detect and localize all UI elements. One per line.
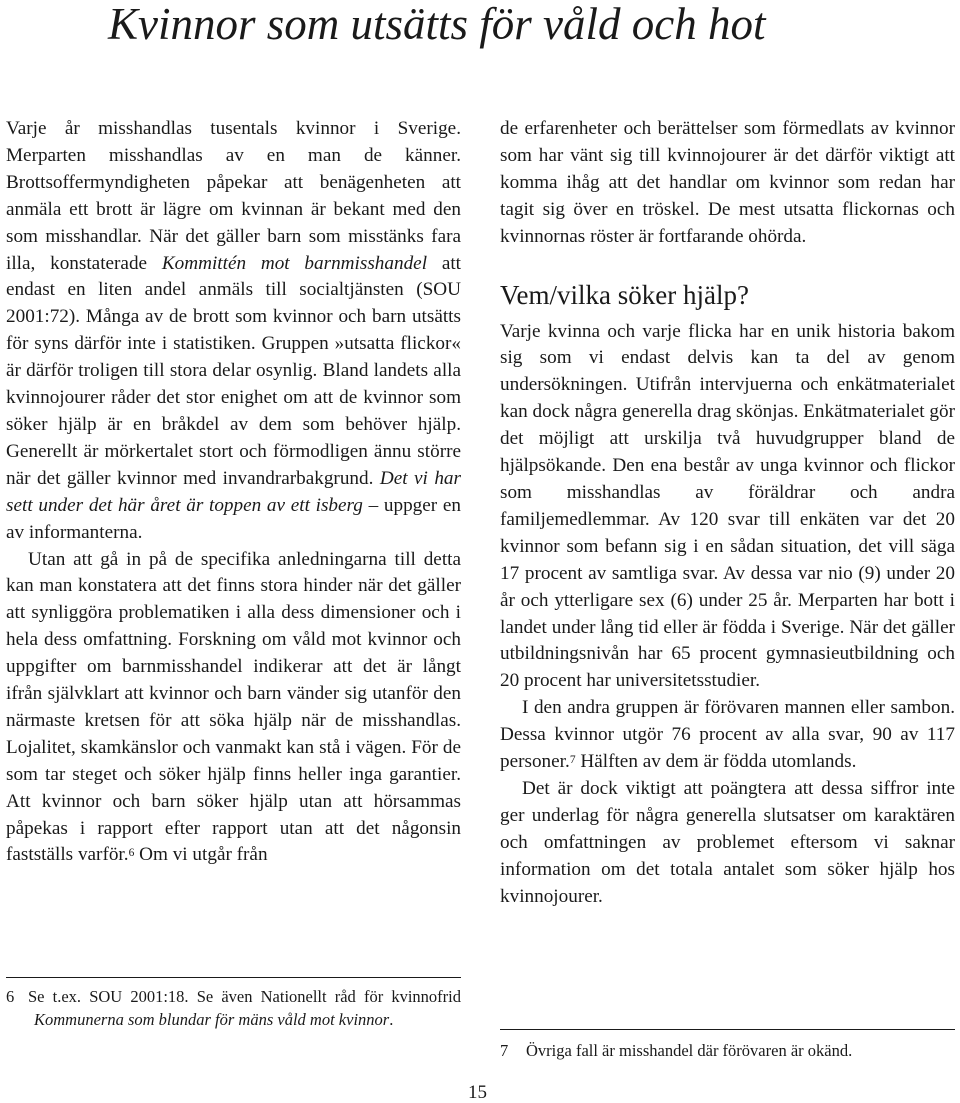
footnote-7: 7 Övriga fall är misshandel där förövaren är okänd. bbox=[500, 1041, 853, 1060]
right-paragraph-4: Det är dock viktigt att poängtera att dessa siffror inte ger underlag för några generella slutsatser om karaktären och omfattningen av problemet eftersom vi saknar information om det totala antalet som söker hjälp hos kvinnojourer. bbox=[500, 777, 955, 907]
section-heading: Vem/vilka söker hjälp? bbox=[500, 279, 749, 310]
right-paragraph-3: I den andra gruppen är förövaren mannen eller sambon. Dessa kvinnor utgör 76 procent av alla svar, 90 av 117 personer.$^7$ Hälften av dem är födda utomlands. bbox=[500, 697, 955, 773]
footnote-6: 6 Se t.ex. SOU 2001:18. Se även Nationellt råd för kvinnofrid Kommunerna som blundar för mäns våld mot kvinnor. bbox=[6, 987, 461, 1029]
page-number: 15 bbox=[468, 1082, 487, 1103]
right-paragraph-2: Varje kvinna och varje flicka har en unik historia bakom sig som vi endast delvis kan ta del av genom undersökningen. Utifrån intervjuerna och enkätmaterialet kan dock några generella drag skönjas. Enkätmaterialet gör det möjligt att urskilja två huvudgrupper bland de hjälpsökande. Den ena består av unga kvinnor och flickor som misshandlas av föräldrar och andra familjemedlemmar. Av 120 svar till enkäten var det 20 kvinnor som befann sig i en sådan situation, det vill säga 17 procent av samtliga svar. Av dessa var nio (9) under 20 år och ytterligare sex (6) under 25 år. Merparten har bott i landet under lång tid eller är födda i Sverige. När det gäller utbildningsnivån har 65 procent gymnasieutbildning och 20 procent har universitetsstudier. bbox=[500, 320, 955, 692]
right-column bbox=[500, 116, 955, 910]
footnote-ref-6: 6 bbox=[128, 847, 135, 860]
footnote-ref-7: 7 bbox=[569, 754, 576, 766]
page-title: Kvinnor som utsätts för våld och hot bbox=[108, 0, 766, 49]
left-paragraph-2: Utan att gå in på de specifika anledningarna till detta kan man konstatera att det finns stora hinder när det gäller att synliggöra problematiken i alla dess dimensioner och i hela dess omfattning. Forskning om våld mot kvinnor och uppgifter om barnmisshandel indikerar att det är långt ifrån självklart att kvinnor och barn vänder sig utanför den närmaste kretsen för att söka hjälp när de misshandlas. Lojalitet, skamkänslor och vanmakt kan stå i vägen. För de som tar steget och söker hjälp finns heller inga garantier. Att kvinnor och barn söker hjälp utan att hörsammas påpekas i rapport efter rapport utan att det någonsin fastställs varför.$^6$ Om vi utgår från bbox=[6, 548, 461, 866]
left-column bbox=[6, 116, 461, 869]
right-paragraph-1: de erfarenheter och berättelser som förmedlats av kvinnor som har vänt sig till kvinnojourer är det därför viktigt att komma ihåg att det handlar om kvinnor som redan har tagit sig över en tröskel. De mest utsatta flickornas och kvinnornas röster är fortfarande ohörda. bbox=[500, 118, 955, 247]
left-paragraph-1: Varje år misshandlas tusentals kvinnor i Sverige. Merparten misshandlas av en man de känner. Brottsoffermyndigheten påpekar att benägenheten att anmäla ett brott är lägre om kvinnan är bekant med den som misshandlar. När det gäller barn som misstänks fara illa, konstaterade Kommittén mot barnmisshandel att endast en liten andel anmäls till socialtjänsten (SOU 2001:72). Många av de brott som kvinnor och barn utsätts för syns därför inte i statistiken. Gruppen »utsatta flickor« är därför troligen till stora delar osynlig. Bland landets alla kvinnojourer råder det stor enighet om att de kvinnor som söker hjälp är en bråkdel av dem som behöver hjälp. Generellt är mörkertalet stort och förmodligen ännu större när det gäller kvinnor med invandrarbakgrund. Det vi har sett under det här året är toppen av ett isberg – uppger en av informanterna. bbox=[6, 118, 462, 543]
footnote-divider-right bbox=[500, 1029, 955, 1030]
footnote-divider-left bbox=[6, 977, 461, 978]
